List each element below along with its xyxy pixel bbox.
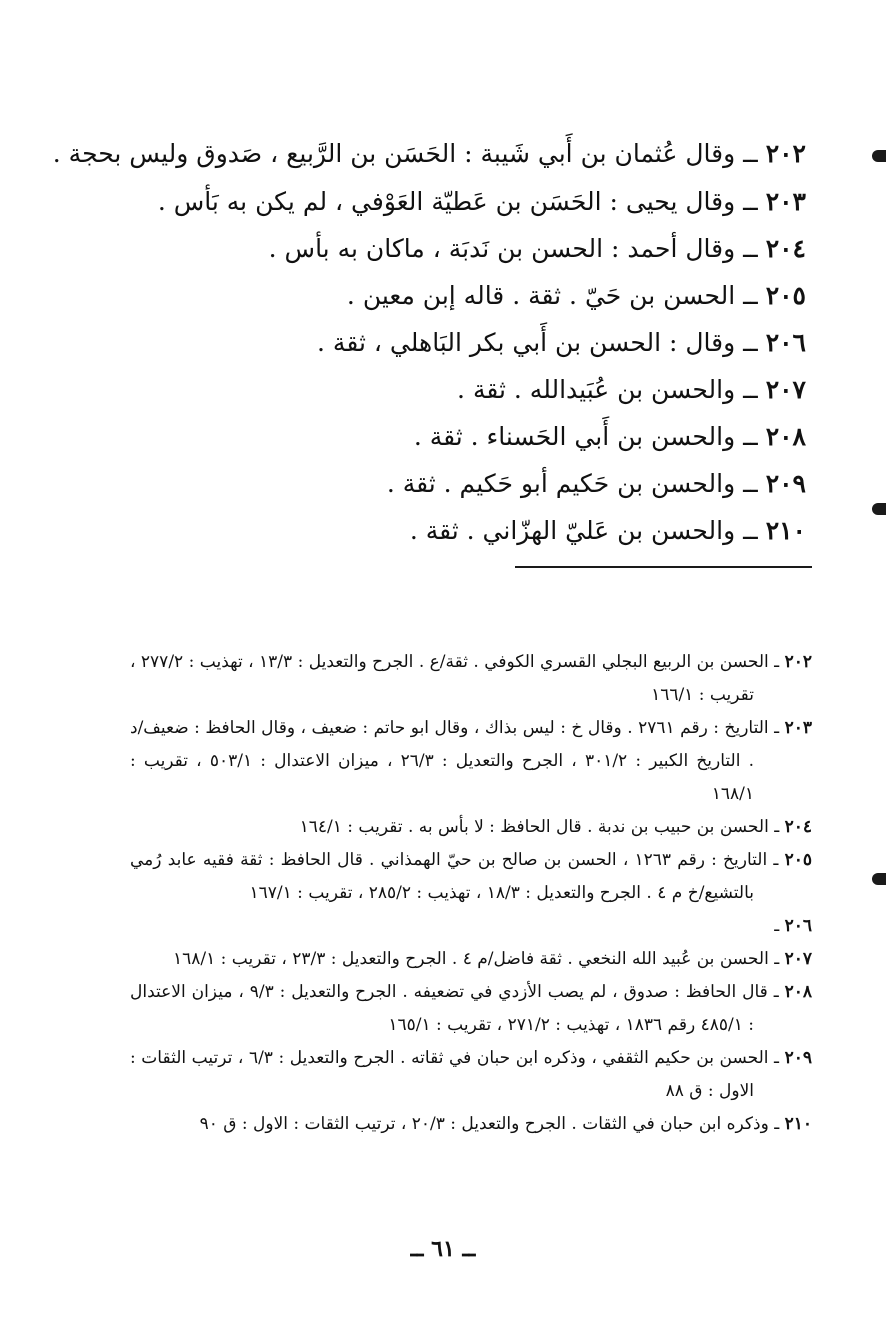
footnote-number: ٢٠٢ — [784, 652, 813, 672]
page-number: ــ ٦١ ــ — [410, 1236, 476, 1262]
footnote-text: ـ الحسن بن حبيب بن ندبة . قال الحافظ : لا بأس به . تقريب : ١٦٤/١ — [299, 817, 780, 837]
entry-number: ٢٠٧ — [765, 375, 806, 404]
entry-text: ــ والحسن بن حَكيم أبو حَكيم . ثقة . — [386, 469, 758, 498]
footnote-text: ـ التاريخ : رقم ١٢٦٣ ، الحسن بن صالح بن حيّ الهمذاني . قال الحافظ : ثقة فقيه عابد رُمي بالتشيع/خ م ٤ . الجرح والتعديل : ١٨/٣ ، تهذيب : ٢٨٥/٢ ، تقريب : ١٦٧/١ — [130, 850, 779, 903]
entry-number: ٢٠٦ — [765, 328, 806, 357]
footnote-text: ـ الحسن بن عُبيد الله النخعي . ثقة فاضل/م ٤ . الجرح والتعديل : ٢٣/٣ ، تقريب : ١٦٨/١ — [172, 949, 780, 969]
entry-text: ــ والحسن بن عُبَيدالله . ثقة . — [457, 375, 758, 404]
entry-number: ٢٠٥ — [765, 281, 806, 310]
entry-text: ــ وقال عُثمان بن أَبي شَيبة : الحَسَن بن الرَّبيع ، صَدوق وليس بحجة . — [52, 139, 758, 168]
footnote — [130, 811, 812, 844]
entry-number: ٢٠٨ — [765, 422, 806, 451]
main-entry — [116, 511, 806, 551]
margin-ink-mark — [872, 873, 886, 885]
footnote — [130, 943, 812, 976]
main-entry — [116, 370, 806, 410]
footnote — [130, 976, 812, 1042]
margin-ink-mark — [872, 503, 886, 515]
footnote-number: ٢٠٥ — [784, 850, 812, 870]
footnote-number: ٢٠٤ — [784, 817, 812, 837]
footnote — [130, 1042, 812, 1108]
main-entry — [116, 182, 806, 222]
main-entry — [52, 134, 806, 174]
footnote-number: ٢٠٩ — [784, 1048, 812, 1068]
footnote-number: ٢٠٨ — [784, 982, 813, 1002]
entry-text: ــ وقال : الحسن بن أَبي بكر البَاهلي ، ثقة . — [317, 328, 758, 357]
footnote-text: ـ — [774, 916, 780, 936]
margin-ink-mark — [872, 150, 886, 162]
footnote — [130, 1108, 812, 1141]
footnote — [130, 910, 812, 943]
entry-text: ــ والحسن بن عَليّ الهزّاني . ثقة . — [409, 516, 758, 545]
footnote-separator — [515, 566, 812, 568]
entry-text: ــ وقال أحمد : الحسن بن نَدبَة ، ماكان به بأس . — [268, 234, 758, 263]
footnote-number: ٢٠٣ — [784, 718, 812, 738]
entry-number: ٢٠٩ — [765, 469, 806, 498]
main-entry — [116, 276, 806, 316]
entry-number: ٢٠٤ — [765, 234, 806, 263]
entry-number: ٢٠٢ — [765, 139, 806, 168]
footnote-text: ـ وذكره ابن حبان في الثقات . الجرح والتعديل : ٢٠/٣ ، ترتيب الثقات : الاول : ق ٩٠ — [199, 1114, 780, 1134]
entry-text: ــ الحسن بن حَيّ . ثقة . قاله إبن معين . — [346, 281, 758, 310]
main-entry — [116, 417, 806, 457]
entry-number: ٢٠٣ — [765, 187, 806, 216]
footnote-text: ـ الحسن بن حكيم الثقفي ، وذكره ابن حبان في ثقاته . الجرح والتعديل : ٦/٣ ، ترتيب الثقات : الاول : ق ٨٨ — [130, 1048, 780, 1101]
entry-text: ــ والحسن بن أَبي الحَسناء . ثقة . — [413, 422, 758, 451]
footnote-text: ـ قال الحافظ : صدوق ، لم يصب الأزدي في تضعيفه . الجرح والتعديل : ٩/٣ ، ميزان الاعتدال : ٤٨٥/١ رقم ١٨٣٦ ، تهذيب : ٢٧١/٢ ، تقريب : ١٦٥/١ — [130, 982, 779, 1035]
footnote-number: ٢١٠ — [784, 1114, 812, 1134]
footnote-text: ـ التاريخ : رقم ٢٧٦١ . وقال خ : ليس بذاك ، وقال ابو حاتم : ضعيف ، وقال الحافظ : ضعيف/د . التاريخ الكبير : ٣٠١/٢ ، الجرح والتعديل : ٢٦/٣ ، ميزان الاعتدال : ٥٠٣/١ ، تقريب : ١٦٨/١ — [130, 718, 780, 804]
entry-number: ٢١٠ — [765, 516, 806, 545]
footnote — [130, 712, 812, 811]
footnote-number: ٢٠٦ — [784, 916, 812, 936]
footnote — [130, 844, 812, 910]
main-entry — [116, 229, 806, 269]
footnotes-section — [130, 646, 812, 1141]
footnote-number: ٢٠٧ — [784, 949, 812, 969]
footnote — [130, 646, 812, 712]
main-entry — [116, 464, 806, 504]
footnote-text: ـ الحسن بن الربيع البجلي القسري الكوفي . ثقة/ع . الجرح والتعديل : ١٣/٣ ، تهذيب : ٢٧٧/٢ ، تقريب : ١٦٦/١ — [130, 652, 780, 705]
main-entry — [116, 323, 806, 363]
entry-text: ــ وقال يحيى : الحَسَن بن عَطيّة العَوْفي ، لم يكن به بَأس . — [157, 187, 758, 216]
